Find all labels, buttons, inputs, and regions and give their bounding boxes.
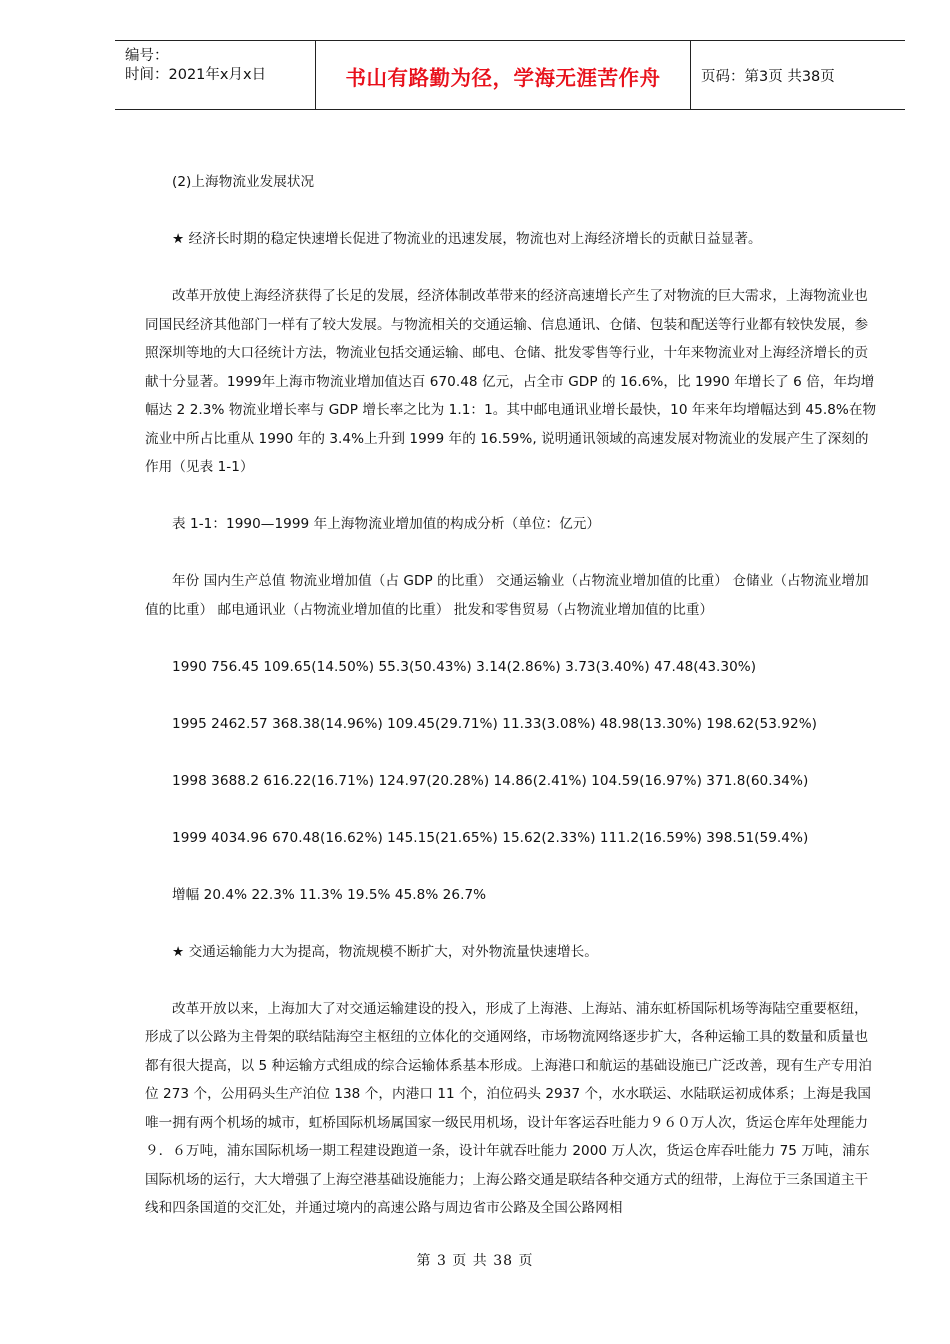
table-header-row: 年份 国内生产总值 物流业增加值（占 GDP 的比重） 交通运输业（占物流业增加值的比重） 仓储业（占物流业增加值的比重） 邮电通讯业（占物流业增加值的比重） 批发和零售贸易（占物流业增加值的比重） [145,573,869,618]
page-header [115,40,905,110]
document-time: 时间：2021年x月x日 [125,67,267,83]
table-row: 1990 756.45 109.65(14.50%) 55.3(50.43%) 3.14(2.86%) 3.73(3.40%) 47.48(43.30%) [172,658,757,675]
table-row: 1998 3688.2 616.22(16.71%) 124.97(20.28%) 14.86(2.41%) 104.59(16.97%) 371.8(60.34%) [172,772,809,789]
document-body [145,168,880,1223]
bullet-point: ★ 经济长时期的稳定快速增长促进了物流业的迅速发展，物流也对上海经济增长的贡献日益显著。 [172,231,762,247]
header-meta-cell [115,41,315,109]
body-paragraph: 改革开放以来，上海加大了对交通运输建设的投入，形成了上海港、上海站、浦东虹桥国际机场等海陆空重要枢纽，形成了以公路为主骨架的联结陆海空主枢纽的立体化的交通网络，市场物流网络逐步扩大，各种运输工具的数量和质量也都有很大提高，以 5 种运输方式组成的综合运输体系基本形成。上海港口和航运的基础设施已广泛改善，现有生产专用泊位 273 个，公用码头生产泊位 138 个，内港口 11 个，泊位码头 2937 个，水水联运、水陆联运初成体系；上海是我国唯一拥有两个机场的城市，虹桥国际机场属国家一级民用机场，设计年客运吞吐能力９６０万人次，货运仓库年处理能力９．６万吨，浦东国际机场一期工程建设跑道一条，设计年就吞吐能力 2000 万人次，货运仓库吞吐能力 75 万吨，浦东国际机场的运行，大大增强了上海空港基础设施能力；上海公路交通是联结各种交通方式的纽带，上海位于三条国道主干线和四条国道的交汇处，并通过境内的高速公路与周边省市公路及全国公路网相 [145,1000,872,1216]
table-growth-row: 增幅 20.4% 22.3% 11.3% 19.5% 45.8% 26.7% [172,886,487,903]
page-footer: 第 3 页 共 38 页 [416,1253,534,1269]
header-motto: 书山有路勤为径，学海无涯苦作舟 [345,66,661,90]
table-caption: 表 1-1：1990—1999 年上海物流业增加值的构成分析（单位：亿元） [172,516,601,532]
body-paragraph: 改革开放使上海经济获得了长足的发展，经济体制改革带来的经济高速增长产生了对物流的巨大需求，上海物流业也同国民经济其他部门一样有了较大发展。与物流相关的交通运输、信息通讯、仓储、包装和配送等行业都有较快发展，参照深圳等地的大口径统计方法，物流业包括交通运输、邮电、仓储、批发零售等行业，十年来物流业对上海经济增长的贡献十分显著。1999年上海市物流业增加值达百 670.48 亿元，占全市 GDP 的 16.6%，比 1990 年增长了 6 倍，年均增幅达 2 2.3% 物流业增长率与 GDP 增长率之比为 1.1：1。其中邮电通讯业增长最快，10 年来年均增幅达到 45.8%在物流业中所占比重从 1990 年的 3.4%上升到 1999 年的 16.59%, 说明通讯领域的高速发展对物流业的发展产生了深刻的作用（见表 1-1） [145,288,877,475]
section-heading: (2)上海物流业发展状况 [172,174,315,190]
table-row: 1999 4034.96 670.48(16.62%) 145.15(21.65%) 15.62(2.33%) 111.2(16.59%) 398.51(59.4%) [172,829,809,846]
header-page-cell [691,41,905,109]
bullet-point: ★ 交通运输能力大为提高，物流规模不断扩大，对外物流量快速增长。 [172,943,598,960]
header-motto-cell [315,41,691,109]
table-row: 1995 2462.57 368.38(14.96%) 109.45(29.71%) 11.33(3.08%) 48.98(13.30%) 198.62(53.92%) [172,715,818,732]
header-page-info: 页码：第3页 共38页 [701,69,835,85]
document-code-label: 编号： [125,48,169,64]
